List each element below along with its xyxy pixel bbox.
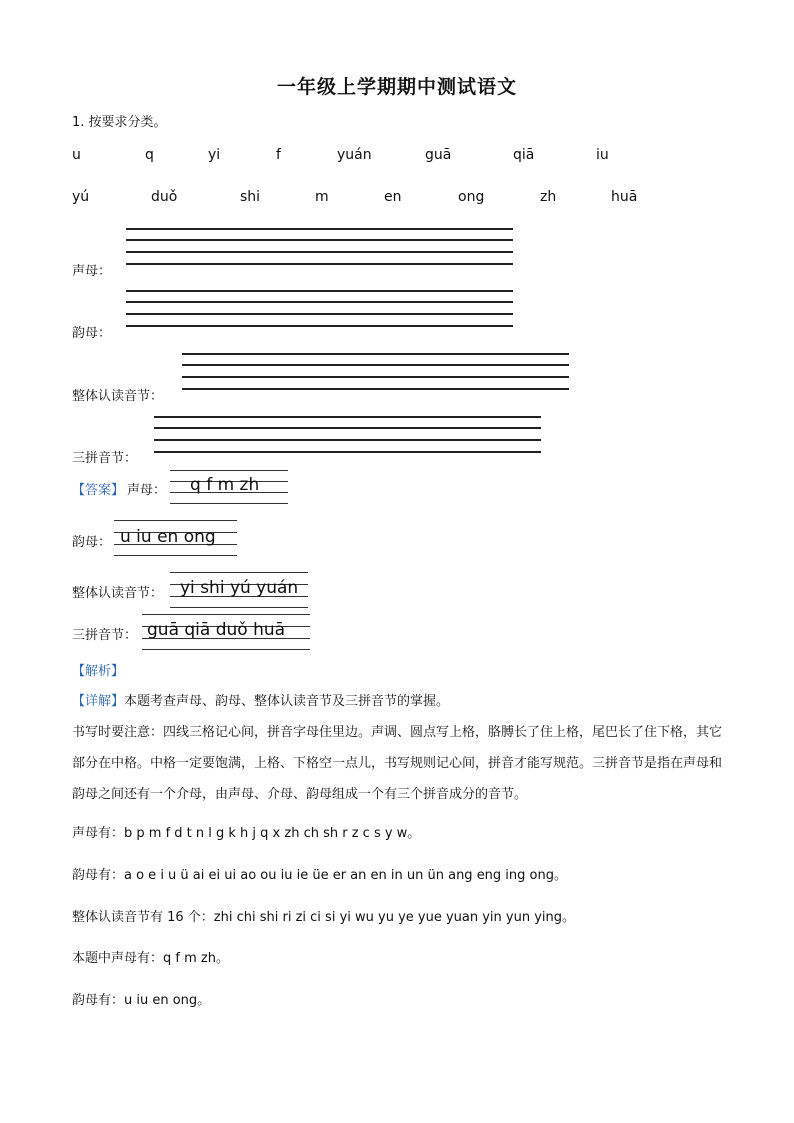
detail-text: 本题考查声母、韵母、整体认读音节及三拼音节的掌握。 — [124, 694, 450, 709]
answer-sanpin-label: 三拼音节： — [72, 628, 138, 643]
pinyin-item: iu — [596, 147, 609, 163]
pinyin-item: en — [384, 189, 402, 205]
analysis-this-yunmu: 韵母有：u iu en ong。 — [72, 993, 211, 1008]
answer-yunmu-label: 韵母： — [72, 535, 112, 550]
zhengti-label: 整体认读音节： — [72, 389, 164, 404]
question-1: 1. 按要求分类。 — [72, 115, 167, 130]
answer-tag: 【答案】 — [72, 483, 125, 498]
answer-shengmu-label: 声母： — [127, 483, 167, 498]
analysis-tag: 【解析】 — [72, 664, 125, 679]
pinyin-item: yuán — [337, 147, 372, 163]
page-title: 一年级上学期期中测试语文 — [276, 76, 517, 98]
pinyin-item: shi — [240, 189, 261, 205]
pinyin-item: duǒ — [151, 189, 178, 205]
analysis-yunmu-list: 韵母有：a o e i u ü ai ei ui ao ou iu ie üe er an en in un ün ang eng ing ong。 — [72, 868, 567, 883]
shengmu-writing-lines[interactable] — [126, 228, 513, 266]
pinyin-item: qiā — [513, 147, 535, 163]
answer-yunmu: u iu en ong — [120, 527, 216, 547]
analysis-shengmu-list: 声母有：b p m f d t n l g k h j q x zh ch sh r z c s y w。 — [72, 826, 421, 841]
shengmu-label: 声母： — [72, 264, 112, 279]
sanpin-label: 三拼音节： — [72, 451, 138, 466]
analysis-this-shengmu: 本题中声母有：q f m zh。 — [72, 951, 229, 966]
analysis-zhengti-list: 整体认读音节有 16 个：zhi chi shi ri zi ci si yi wu yu ye yue yuan yin yun ying。 — [72, 910, 576, 925]
answer-zhengti-label: 整体认读音节： — [72, 586, 164, 601]
answer-sanpin: guā qiā duǒ huā — [147, 620, 286, 640]
pinyin-item: yú — [72, 189, 90, 205]
pinyin-item: zh — [540, 189, 557, 205]
pinyin-item: m — [315, 189, 329, 205]
answer-shengmu: q f m zh — [190, 475, 260, 495]
yunmu-writing-lines[interactable] — [126, 290, 513, 328]
pinyin-item: q — [145, 147, 154, 163]
detail-tag: 【详解】 — [72, 694, 125, 709]
zhengti-writing-lines[interactable] — [182, 353, 569, 391]
pinyin-item: u — [72, 147, 81, 163]
pinyin-item: f — [276, 147, 281, 163]
answer-zhengti: yi shi yú yuán — [180, 578, 299, 598]
pinyin-item: huā — [611, 189, 638, 205]
sanpin-writing-lines[interactable] — [154, 416, 541, 454]
pinyin-item: ong — [458, 189, 485, 205]
detail-line — [72, 690, 449, 709]
analysis-paragraph: 书写时要注意：四线三格记心间，拼音字母住里边。声调、圆点写上格，胳膊长了住上格，尾巴长了住下格，其它部分在中格。中格一定要饱满，上格、下格空一点儿，书写规则记心间，拼音才能写规范。三拼音节是指在声母和韵母之间还有一个介母，由声母、介母、韵母组成一个有三个拼音成分的音节。 — [72, 725, 723, 802]
pinyin-item: guā — [425, 147, 452, 163]
yunmu-label: 韵母： — [72, 326, 112, 341]
pinyin-item: yi — [208, 147, 221, 163]
